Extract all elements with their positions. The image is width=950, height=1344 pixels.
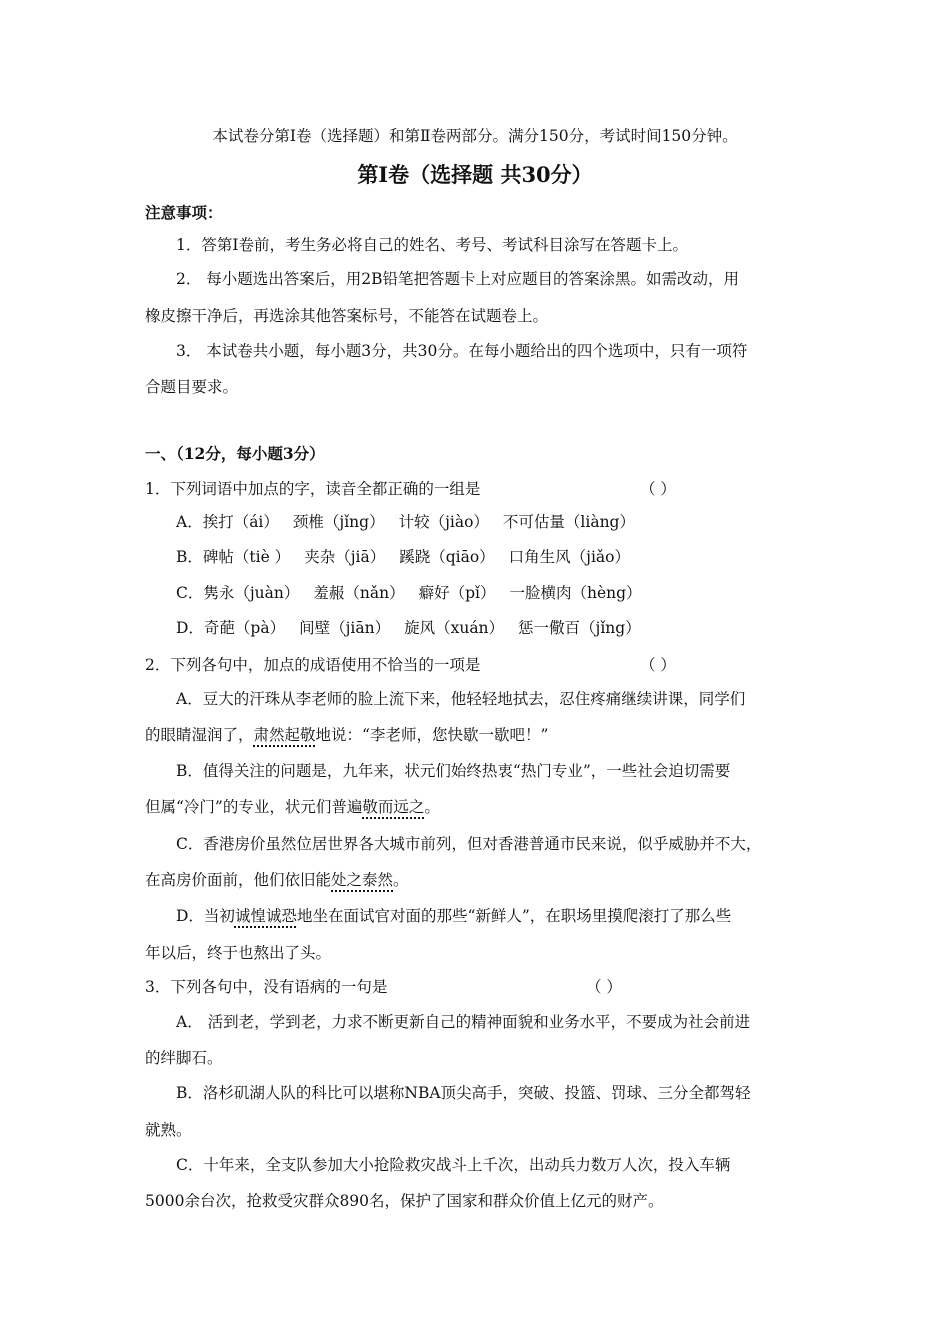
q1-option-d xyxy=(176,617,816,639)
notice-item-1: 1．答第Ⅰ卷前，考生务必将自己的姓名、考号、考试科目涂写在答题卡上。 xyxy=(176,236,688,254)
q2-d-marked-idiom: 诚惶诚恐 xyxy=(234,907,297,925)
q2-d-line1-post: 地坐在面试官对面的那些“新鲜人”，在职场里摸爬滚打了那么些 xyxy=(296,907,732,925)
q1-option-b xyxy=(176,546,816,568)
intro-text: 本试卷分第Ⅰ卷（选择题）和第Ⅱ卷两部分。满分150分，考试时间150分钟。 xyxy=(212,127,738,145)
q2-c-line2-post: 。 xyxy=(393,871,409,889)
q2-b-line2-pre: 但属“冷门”的专业，状元们普遍 xyxy=(145,798,363,816)
q1-option-a xyxy=(176,511,816,533)
q2-b-marked-idiom: 敬而远之 xyxy=(362,798,425,816)
notice-item-2-line2: 橡皮擦干净后，再选涂其他答案标号，不能答在试题卷上。 xyxy=(145,307,549,325)
q2-a-line2-pre: 的眼睛湿润了， xyxy=(145,726,254,744)
q1-d-item-4: 惩一儆百（jǐng） xyxy=(518,619,641,637)
q2-b-line2-post: 。 xyxy=(424,798,440,816)
part1-heading: 一、（12分，每小题3分） xyxy=(145,444,325,463)
q1-b-item-1: B．碑帖（tiè ） xyxy=(176,548,291,566)
q2-d-line1 xyxy=(176,905,816,927)
q1-c-item-2: 羞赧（nǎn） xyxy=(313,584,405,602)
notice-item-3-line1: 3． 本试卷共小题，每小题3分，共30分。在每小题给出的四个选项中，只有一项符 xyxy=(176,342,748,360)
notice-item-2-line1: 2． 每小题选出答案后，用2B铅笔把答题卡上对应题目的答案涂黑。如需改动，用 xyxy=(176,270,740,288)
q3-c-line1: C．十年来，全支队参加大小抢险救灾战斗上千次，出动兵力数万人次，投入车辆 xyxy=(176,1156,731,1174)
q2-a-marked-idiom: 肃然起敬 xyxy=(253,726,316,744)
q1-b-item-4: 口角生风（jiǎo） xyxy=(508,548,630,566)
section-title: 第Ⅰ卷（选择题 共30分） xyxy=(357,162,593,187)
q2-answer-paren: （ ） xyxy=(640,656,676,674)
q1-answer-paren: （ ） xyxy=(640,480,676,498)
notice-heading: 注意事项： xyxy=(145,203,223,222)
q1-b-item-2: 夹杂（jiā） xyxy=(304,548,386,566)
q1-d-item-2: 间壁（jiān） xyxy=(299,619,391,637)
q1-c-item-4: 一脸横肉（hèng） xyxy=(509,584,642,602)
q1-d-item-1: D．奇葩（pà） xyxy=(176,619,286,637)
q1-d-item-3: 旋风（xuán） xyxy=(404,619,505,637)
q2-a-line1: A．豆大的汗珠从李老师的脸上流下来，他轻轻地拭去，忍住疼痛继续讲课，同学们 xyxy=(176,690,746,708)
q2-stem: 2．下列各句中，加点的成语使用不恰当的一项是 xyxy=(145,656,481,674)
q1-a-item-3: 计较（jiào） xyxy=(398,513,489,531)
notice-item-3-line2: 合题目要求。 xyxy=(145,378,239,396)
q2-b-line2 xyxy=(145,796,815,818)
q2-d-line2: 年以后，终于也熬出了头。 xyxy=(145,944,332,962)
q3-b-line1: B．洛杉矶湖人队的科比可以堪称NBA顶尖高手，突破、投篮、罚球、三分全都驾轻 xyxy=(176,1084,751,1102)
q1-c-item-3: 癖好（pǐ） xyxy=(418,584,496,602)
q3-a-line2: 的绊脚石。 xyxy=(145,1049,223,1067)
q3-answer-paren: （ ） xyxy=(586,978,622,996)
q1-a-item-2: 颈椎（jǐng） xyxy=(292,513,385,531)
q2-a-line2-post: 地说：“李老师，您快歇一歇吧！” xyxy=(315,726,549,744)
q3-stem: 3．下列各句中，没有语病的一句是 xyxy=(145,978,388,996)
q3-a-line1: A． 活到老，学到老，力求不断更新自己的精神面貌和业务水平，不要成为社会前进 xyxy=(176,1013,751,1031)
q1-c-item-1: C．隽永（juàn） xyxy=(176,584,300,602)
q1-a-item-1: A．挨打（ái） xyxy=(176,513,279,531)
q3-b-line2: 就熟。 xyxy=(145,1121,192,1139)
q1-option-c xyxy=(176,582,816,604)
q2-b-line1: B．值得关注的问题是，九年来，状元们始终热衷“热门专业”，一些社会迫切需要 xyxy=(176,762,731,780)
q2-d-line1-pre: D．当初 xyxy=(176,907,235,925)
q2-c-line1: C．香港房价虽然位居世界各大城市前列，但对香港普通市民来说，似乎威胁并不大， xyxy=(176,835,762,853)
q2-a-line2 xyxy=(145,724,815,746)
q1-stem: 1．下列词语中加点的字，读音全都正确的一组是 xyxy=(145,480,481,498)
q1-b-item-3: 蹊跷（qiāo） xyxy=(399,548,495,566)
q2-c-line2 xyxy=(145,869,815,891)
q2-c-line2-pre: 在高房价面前，他们依旧能 xyxy=(145,871,332,889)
q1-a-item-4: 不可估量（liàng） xyxy=(502,513,635,531)
q2-c-marked-idiom: 处之泰然 xyxy=(331,871,394,889)
q3-c-line2: 5000余台次，抢救受灾群众890名，保护了国家和群众价值上亿元的财产。 xyxy=(145,1192,664,1210)
